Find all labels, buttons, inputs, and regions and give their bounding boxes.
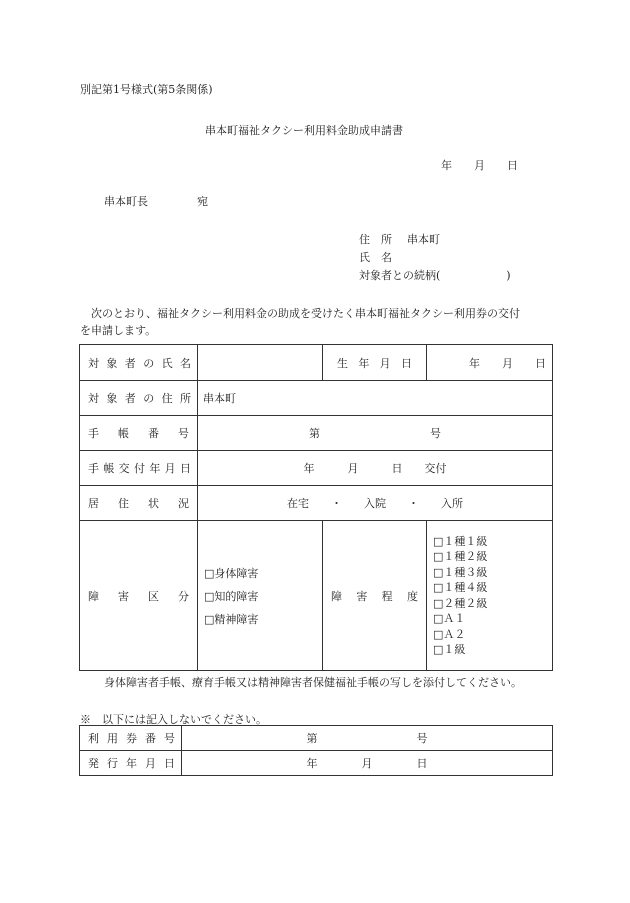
address-input-cell[interactable] [198,381,553,416]
issue-date-label: 手帳交付年月日 [88,462,191,475]
disability-type-label: 障害区分 [88,589,189,603]
degree-option[interactable]: □２種２級 [433,596,488,610]
form-title: 串本町福祉タクシー利用料金助成申請書 [205,124,403,137]
address-label: 対象者の住所 [88,392,191,405]
degree-option[interactable]: □１種２級 [433,550,488,563]
issue-date-value: 年 月 日 交付 [303,462,447,475]
issue-date-office-label-cell [80,751,182,776]
birth-input-cell[interactable] [427,345,553,381]
office-use-note: ※ 以下には記入しないでください。 [80,713,267,726]
disability-degree-label-cell [323,521,427,671]
office-issue-date-label: 発行年月日 [88,757,175,770]
ticket-no-value: 第 号 [306,732,428,745]
intro-line-1: 次のとおり、福祉タクシー利用料金の助成を受けたく串本町福祉タクシー利用券の交付 [80,307,520,320]
applicant-relation-label: 対象者との続柄( ) [359,269,511,282]
name-label-cell [80,345,198,381]
office-use-table [79,725,553,776]
degree-option[interactable]: □１級 [433,643,466,656]
issue-date-label-cell [80,451,198,486]
addressee-name: 串本町長 [104,195,148,208]
disability-type-intellectual[interactable]: □知的障害 [204,589,259,603]
birth-label: 生年月日 [337,356,412,370]
issue-date-office-cell [182,751,553,776]
notebook-no-value: 第 号 [309,427,441,440]
applicant-address-value: 串本町 [407,233,440,246]
residence-label: 居住状況 [88,497,189,510]
disability-type-options-cell [198,521,323,671]
birth-value: 年 月 日 [469,356,546,370]
degree-option[interactable]: □Ａ１ [433,612,466,625]
ticket-no-label: 利用券番号 [88,732,175,745]
address-value: 串本町 [203,392,236,405]
name-input-cell[interactable] [198,345,323,381]
degree-option[interactable]: □１種３級 [433,565,488,579]
notebook-no-label-cell [80,416,198,451]
disability-degree-label: 障害程度 [331,589,418,603]
intro-line-2: を申請します。 [80,324,157,337]
degree-option[interactable]: □１種４級 [433,581,488,594]
ticket-no-cell [182,726,553,751]
disability-degree-options-cell [427,521,553,671]
residence-label-cell [80,486,198,521]
name-label: 対象者の氏名 [88,356,191,370]
notebook-no-input-cell[interactable] [198,416,553,451]
form-code: 別記第1号様式(第5条関係) [80,83,213,96]
residence-value: 在宅 ・ 入院 ・ 入所 [287,497,463,510]
submission-date: 年 月 日 [441,159,518,172]
office-issue-date-value: 年 月 日 [306,757,428,770]
issue-date-input-cell[interactable] [198,451,553,486]
notebook-no-label: 手帳番号 [88,427,189,440]
disability-type-physical[interactable]: □身体障害 [204,566,259,580]
disability-type-mental[interactable]: □精神障害 [204,612,259,626]
birth-label-cell [323,345,427,381]
ticket-no-label-cell [80,726,182,751]
addressee-honorific: 宛 [197,195,208,208]
degree-option[interactable]: □Ａ２ [433,627,466,641]
address-label-cell [80,381,198,416]
disability-type-label-cell [80,521,198,671]
degree-option[interactable]: □１種１級 [433,534,488,548]
attachment-note: 身体障害者手帳、療育手帳又は精神障害者保健福祉手帳の写しを添付してください。 [104,676,522,689]
applicant-name-label: 氏 名 [359,251,392,264]
residence-options-cell[interactable] [198,486,553,521]
applicant-address-label: 住 所 [359,233,392,246]
application-table [79,344,553,671]
